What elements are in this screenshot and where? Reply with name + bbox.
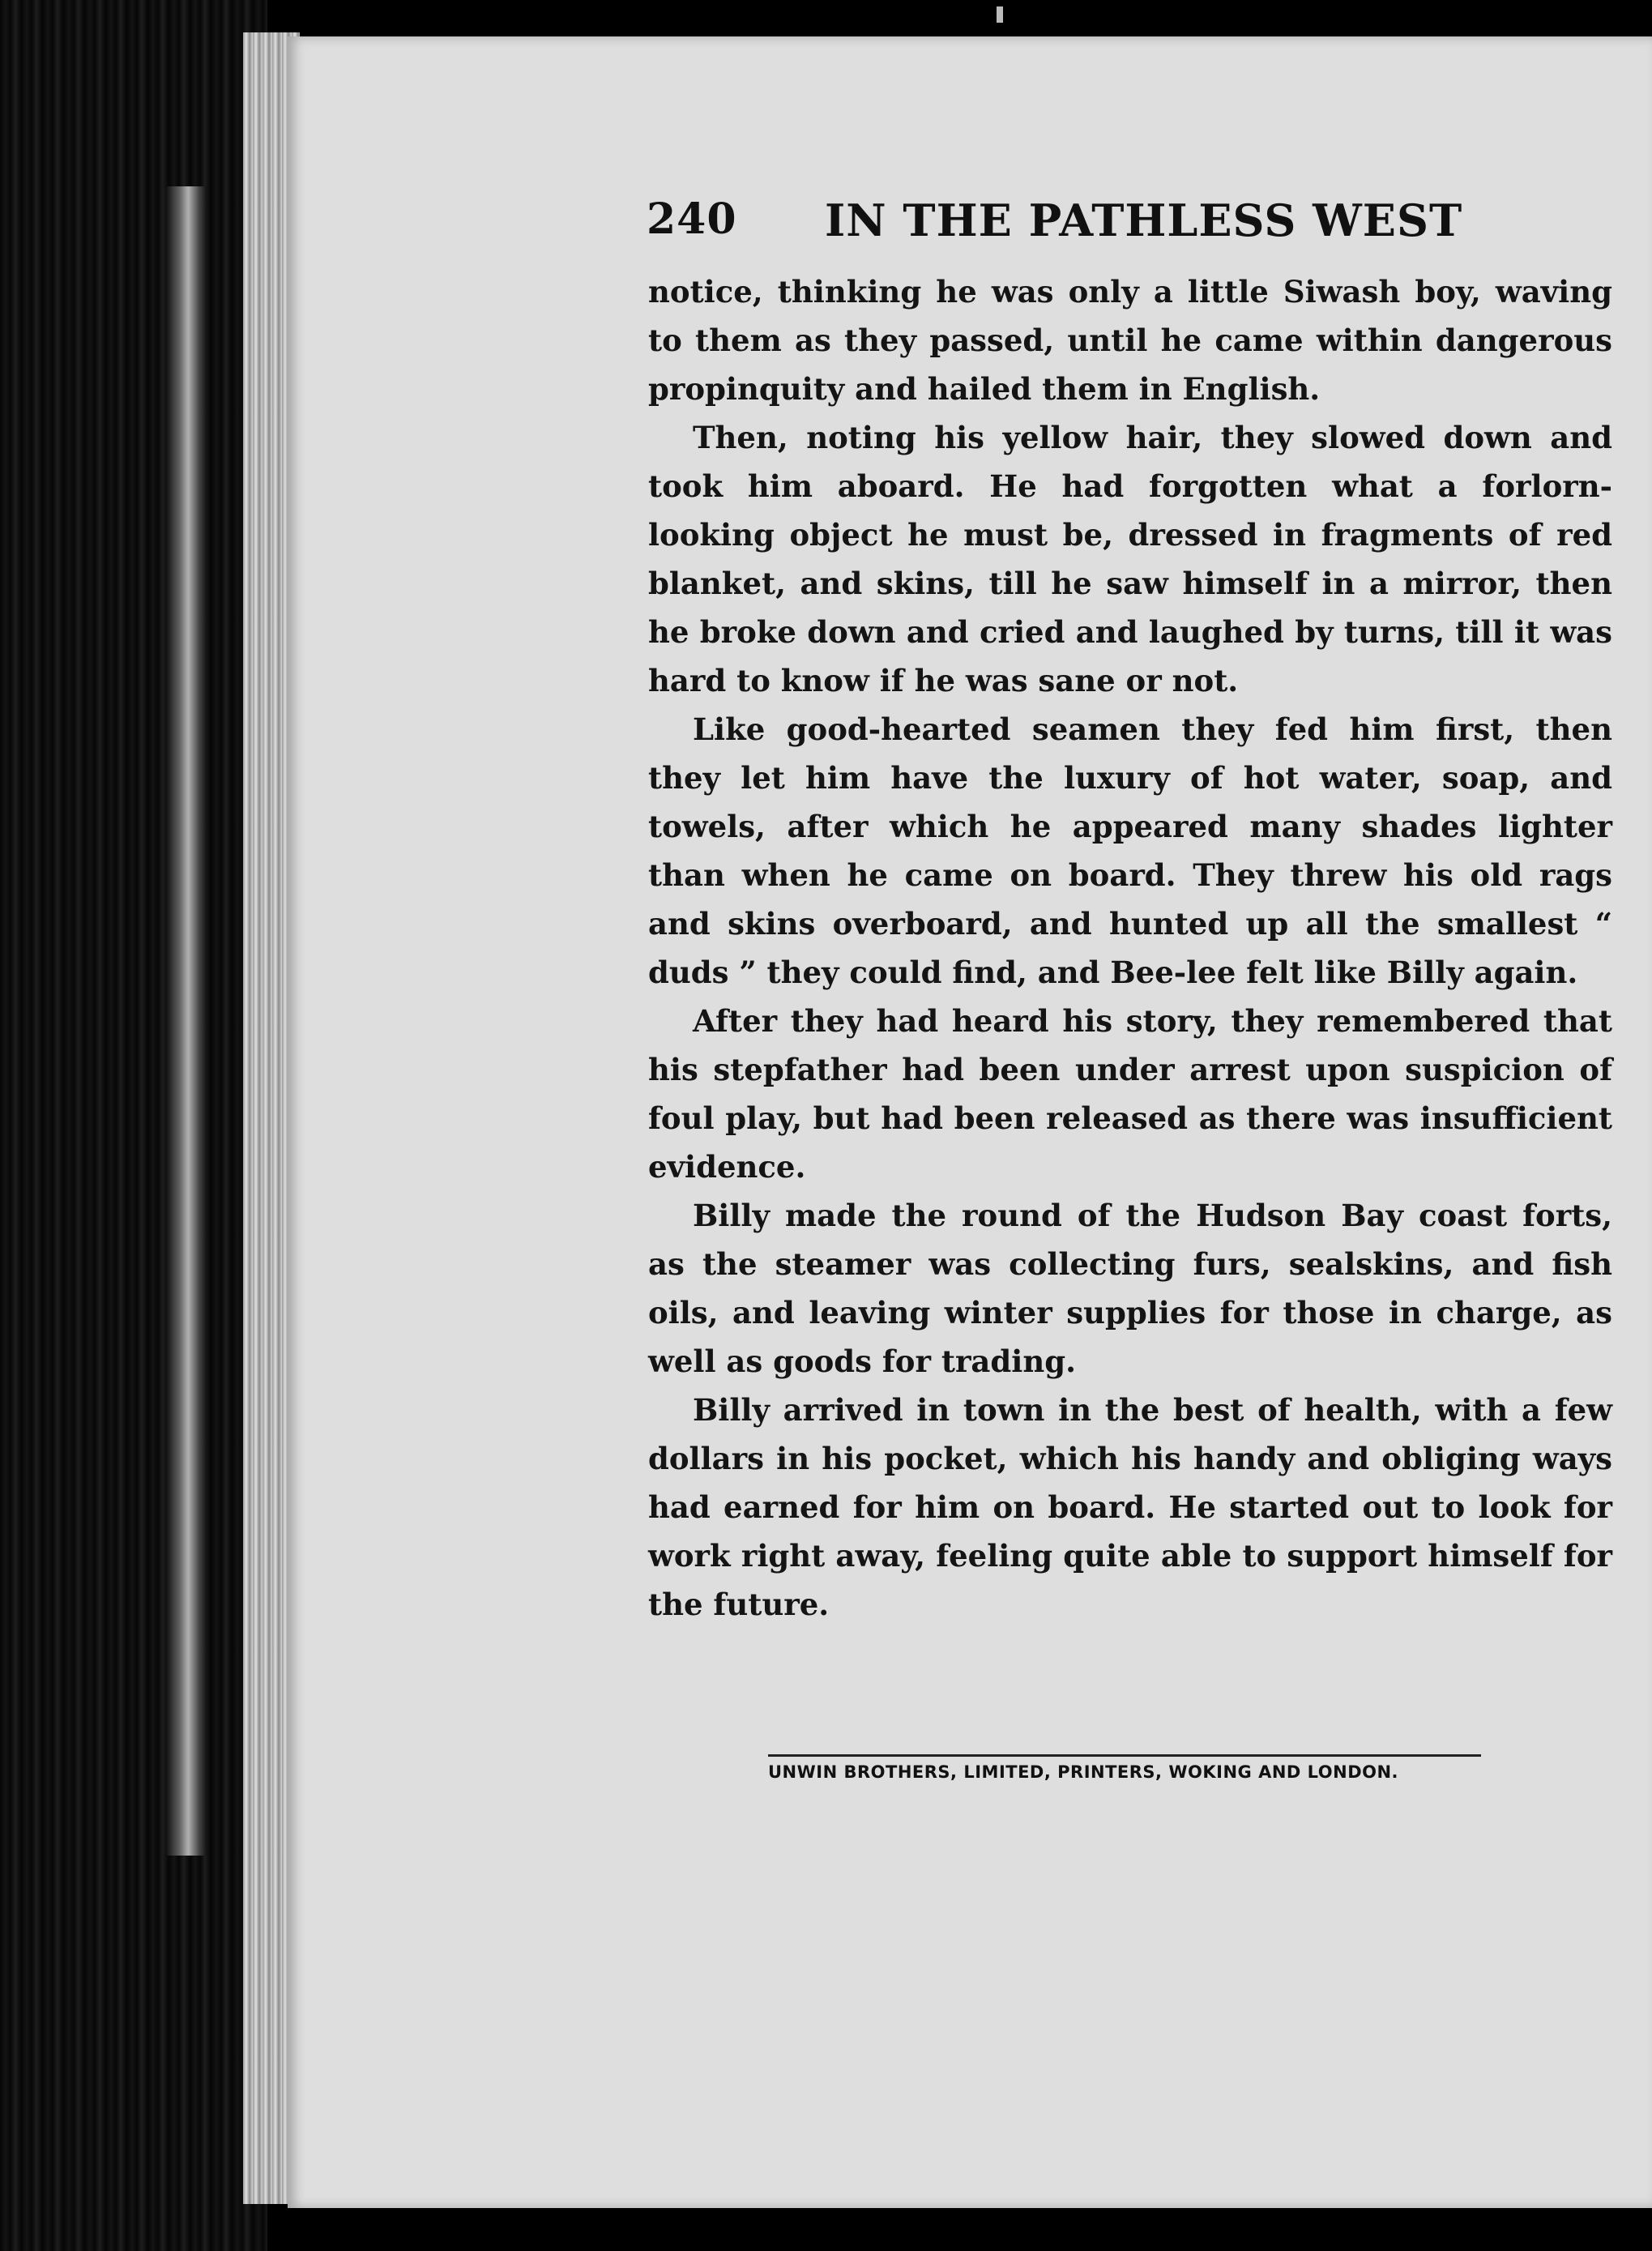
paragraph-3: Like good-hearted seamen they fed him first, then they let him have the luxury of hot water, soap, and towels, after which he appeared many shades lighter than when he came on board. They threw his old rags and skins overboard, and hunted up all the smallest “ duds ” they could find, and Bee-lee felt like Billy again.	[648, 711, 1612, 990]
scan-mark	[997, 6, 1003, 23]
page-header	[647, 194, 1463, 251]
paragraph-1: notice, thinking he was only a little Siwash boy, waving to them as they passed, until he came within dangerous propinquity and hailed them in English.	[648, 274, 1612, 407]
book-spine	[0, 0, 267, 2251]
imprint-rule	[768, 1754, 1481, 1757]
paragraph-5: Billy made the round of the Hudson Bay coast forts, as the steamer was collecting furs, sealskins, and fish oils, and leaving winter supplies for those in charge, as well as goods for trading.	[648, 1198, 1612, 1379]
body-text	[648, 267, 1612, 1629]
running-title: IN THE PATHLESS WEST	[825, 194, 1463, 246]
page-number: 240	[647, 194, 737, 244]
paragraph-4: After they had heard his story, they remembered that his stepfather had been under arrest upon suspicion of foul play, but had been released as there was insufficient evidence.	[648, 1003, 1612, 1185]
paragraph-2: Then, noting his yellow hair, they slowed down and took him aboard. He had forgotten what a forlorn-looking object he must be, dressed in fragments of red blanket, and skins, till he saw himself in a mirror, then he broke down and cried and laughed by turns, till it was hard to know if he was sane or not.	[648, 420, 1612, 698]
spine-highlight	[166, 186, 207, 1856]
paragraph-6: Billy arrived in town in the best of health, with a few dollars in his pocket, which his handy and obliging ways had earned for him on board. He started out to look for work right away, feeling quite able to support himself for the future.	[648, 1392, 1612, 1622]
printer-imprint: UNWIN BROTHERS, LIMITED, PRINTERS, WOKING AND LONDON.	[768, 1762, 1399, 1782]
